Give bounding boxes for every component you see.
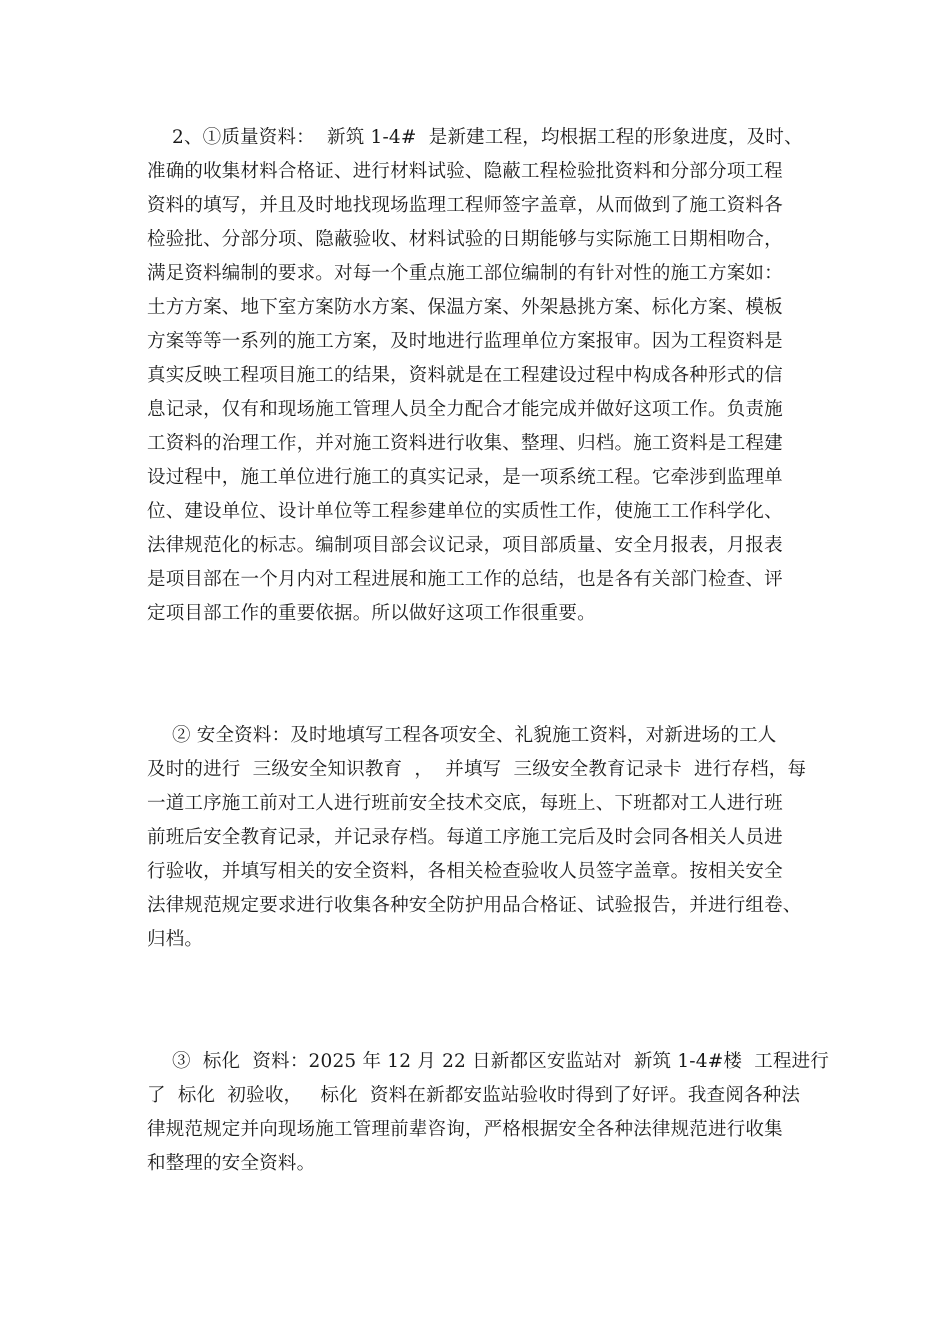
standardization-line-1: ③ 标化 资料：2025 年 12 月 22 日新都区安监站对 新筑 1-4#楼 工程进行 (172, 1051, 830, 1072)
quality-line-9: 息记录，仅有和现场施工管理人员全力配合才能完成并做好这项工作。负责施 (147, 399, 783, 420)
quality-line-8: 真实反映工程项目施工的结果，资料就是在工程建设过程中构成各种形式的信 (147, 365, 783, 386)
safety-line-4: 前班后安全教育记录，并记录存档。每道工序施工完后及时会同各相关人员进 (147, 827, 783, 848)
quality-line-12: 位、建设单位、设计单位等工程参建单位的实质性工作，使施工工作科学化、 (147, 501, 783, 522)
standardization-line-3: 律规范规定并向现场施工管理前辈咨询，严格根据安全各种法律规范进行收集 (147, 1119, 783, 1140)
quality-line-4: 检验批、分部分项、隐蔽验收、材料试验的日期能够与实际施工日期相吻合， (147, 229, 783, 250)
quality-line-11: 设过程中，施工单位进行施工的真实记录，是一项系统工程。它牵涉到监理单 (147, 467, 783, 488)
standardization-line-4: 和整理的安全资料。 (147, 1153, 316, 1174)
standardization-line-2: 了 标化 初验收， 标化 资料在新都安监站验收时得到了好评。我查阅各种法 (147, 1085, 801, 1106)
safety-line-5: 行验收，并填写相关的安全资料，各相关检查验收人员签字盖章。按相关安全 (147, 861, 783, 882)
safety-line-7: 归档。 (147, 929, 204, 950)
safety-line-1: ② 安全资料：及时地填写工程各项安全、礼貌施工资料，对新进场的工人 (172, 725, 777, 746)
quality-line-6: 土方方案、地下室方案防水方案、保温方案、外架悬挑方案、标化方案、模板 (147, 297, 783, 318)
quality-line-7: 方案等等一系列的施工方案，及时地进行监理单位方案报审。因为工程资料是 (147, 331, 783, 352)
quality-line-13: 法律规范化的标志。编制项目部会议记录，项目部质量、安全月报表，月报表 (147, 535, 783, 556)
quality-line-3: 资料的填写，并且及时地找现场监理工程师签字盖章，从而做到了施工资料各 (147, 195, 783, 216)
safety-line-6: 法律规范规定要求进行收集各种安全防护用品合格证、试验报告，并进行组卷、 (147, 895, 802, 916)
quality-line-5: 满足资料编制的要求。对每一个重点施工部位编制的有针对性的施工方案如： (147, 263, 783, 284)
quality-line-14: 是项目部在一个月内对工程进展和施工工作的总结，也是各有关部门检查、评 (147, 569, 783, 590)
quality-line-1: 2、①质量资料： 新筑 1-4# 是新建工程，均根据工程的形象进度，及时、 (172, 127, 803, 148)
safety-line-3: 一道工序施工前对工人进行班前安全技术交底，每班上、下班都对工人进行班 (147, 793, 783, 814)
safety-line-2: 及时的进行 三级安全知识教育 ， 并填写 三级安全教育记录卡 进行存档，每 (147, 759, 807, 780)
quality-line-15: 定项目部工作的重要依据。所以做好这项工作很重要。 (147, 603, 596, 624)
quality-line-2: 准确的收集材料合格证、进行材料试验、隐蔽工程检验批资料和分部分项工程 (147, 161, 783, 182)
quality-line-10: 工资料的治理工作，并对施工资料进行收集、整理、归档。施工资料是工程建 (147, 433, 783, 454)
